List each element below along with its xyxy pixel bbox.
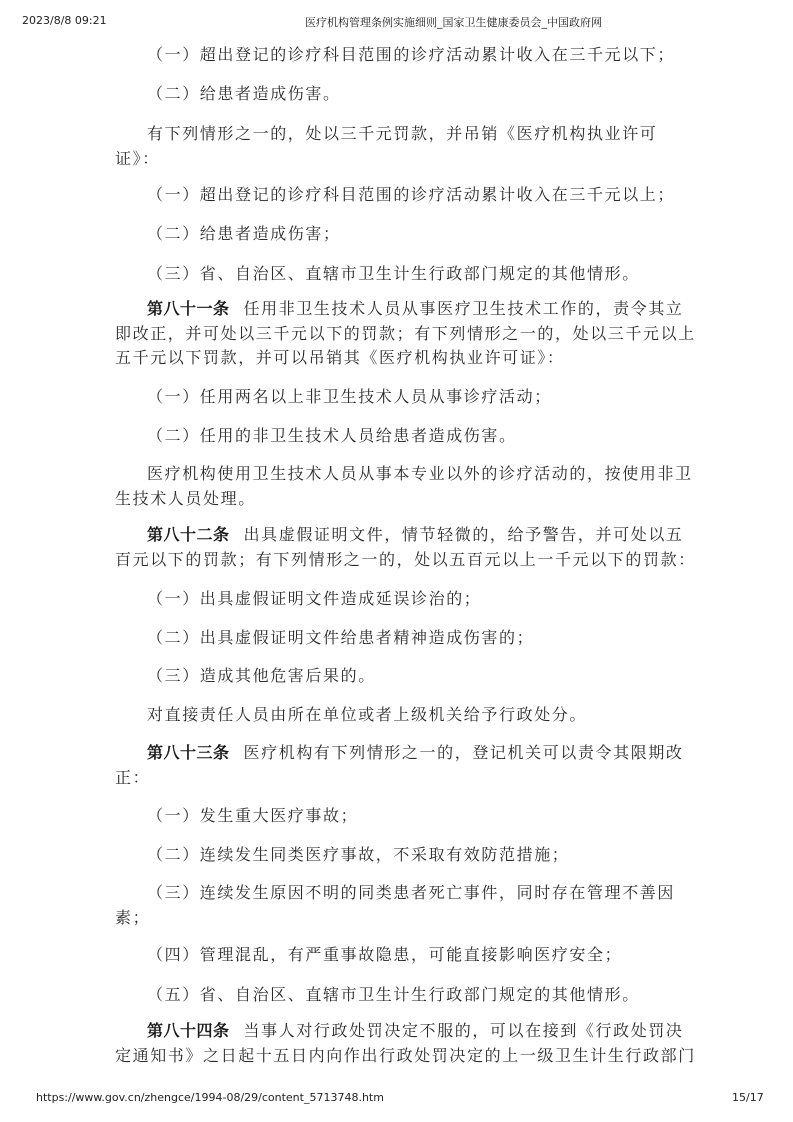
article-82-heading: 第八十二条 [147, 525, 230, 544]
article-81-line [147, 296, 684, 319]
paragraph-line: （一）出具虚假证明文件造成延误诊治的； [147, 589, 482, 608]
paragraph-line: 生技术人员处理。 [115, 489, 256, 508]
paragraph-line: 证》： [115, 149, 160, 168]
print-datetime: 2023/8/8 09:21 [22, 14, 107, 27]
page-url: https://www.gov.cn/zhengce/1994-08/29/content_5713748.htm [36, 1091, 384, 1104]
article-84-heading: 第八十四条 [147, 1021, 230, 1040]
paragraph-line: 即改正，并可处以三千元以下的罚款；有下列情形之一的，处以三千元以上 [115, 324, 696, 343]
paragraph-line: 有下列情形之一的，处以三千元罚款，并吊销《医疗机构执业许可 [147, 124, 658, 143]
paragraph-line: 正： [115, 768, 151, 787]
paragraph-line: （二）给患者造成伤害； [147, 224, 341, 243]
paragraph-line: （一）发生重大医疗事故； [147, 806, 359, 825]
article-82-text: 出具虚假证明文件，情节轻微的，给予警告，并可处以五 [243, 525, 684, 544]
page-title: 医疗机构管理条例实施细则_国家卫生健康委员会_中国政府网 [305, 16, 602, 29]
paragraph-line: （二）给患者造成伤害。 [147, 84, 341, 103]
article-82-line [147, 522, 684, 545]
paragraph-line: （四）管理混乱，有严重事故隐患，可能直接影响医疗安全； [147, 945, 623, 964]
paragraph-line: （二）出具虚假证明文件给患者精神造成伤害的； [147, 628, 535, 647]
paragraph-line: （一）任用两名以上非卫生技术人员从事诊疗活动； [147, 387, 552, 406]
paragraph-line: （三）连续发生原因不明的同类患者死亡事件，同时存在管理不善因 [147, 883, 676, 902]
paragraph-line: （二）任用的非卫生技术人员给患者造成伤害。 [147, 426, 517, 445]
paragraph-line: 百元以下的罚款；有下列情形之一的，处以五百元以上一千元以下的罚款： [115, 550, 696, 569]
article-83-text: 医疗机构有下列情形之一的，登记机关可以责令其限期改 [243, 743, 684, 762]
paragraph-line: 定通知书》之日起十五日内向作出行政处罚决定的上一级卫生计生行政部门 [115, 1046, 696, 1065]
article-84-line [147, 1018, 684, 1041]
paragraph-line: （二）连续发生同类医疗事故，不采取有效防范措施； [147, 845, 570, 864]
article-81-text: 任用非卫生技术人员从事医疗卫生技术工作的，责令其立 [243, 299, 684, 318]
paragraph-line: （三）省、自治区、直辖市卫生计生行政部门规定的其他情形。 [147, 264, 640, 283]
article-84-text: 当事人对行政处罚决定不服的，可以在接到《行政处罚决 [243, 1021, 684, 1040]
page-number: 15/17 [732, 1091, 764, 1104]
paragraph-line: （一）超出登记的诊疗科目范围的诊疗活动累计收入在三千元以上； [147, 185, 676, 204]
article-83-line [147, 740, 684, 763]
paragraph-line: 五千元以下罚款，并可以吊销其《医疗机构执业许可证》： [115, 348, 565, 367]
article-81-heading: 第八十一条 [147, 299, 230, 318]
paragraph-line: 对直接责任人员由所在单位或者上级机关给予行政处分。 [147, 705, 588, 724]
paragraph-line: （三）造成其他危害后果的。 [147, 666, 376, 685]
paragraph-line: 医疗机构使用卫生技术人员从事本专业以外的诊疗活动的，按使用非卫 [147, 464, 693, 483]
article-83-heading: 第八十三条 [147, 743, 230, 762]
paragraph-line: （五）省、自治区、直辖市卫生计生行政部门规定的其他情形。 [147, 985, 640, 1004]
paragraph-line: 素； [115, 908, 151, 927]
paragraph-line: （一）超出登记的诊疗科目范围的诊疗活动累计收入在三千元以下； [147, 45, 676, 64]
